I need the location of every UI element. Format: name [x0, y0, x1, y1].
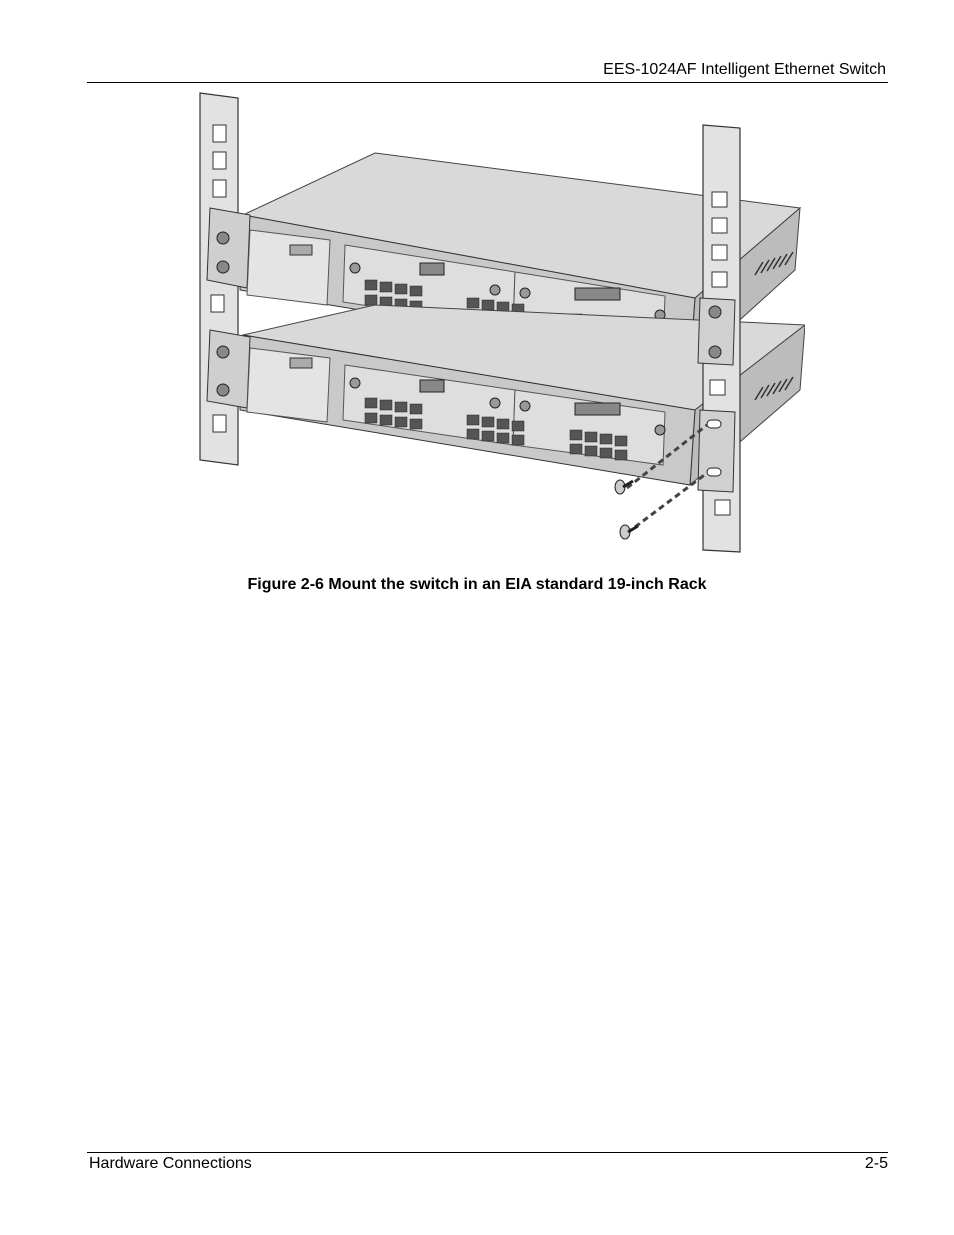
- rack-mount-illustration: [195, 90, 805, 555]
- figure-caption: Figure 2-6 Mount the switch in an EIA standard 19-inch Rack: [247, 576, 707, 593]
- page-number: 2-5: [864, 1155, 888, 1172]
- lower-screw-icon: [620, 525, 638, 539]
- section-name: Hardware Connections: [89, 1155, 252, 1172]
- right-rack-rail: [698, 125, 740, 552]
- page-header: [87, 60, 888, 83]
- page-footer: [87, 1152, 888, 1177]
- document-title: EES-1024AF Intelligent Ethernet Switch: [603, 61, 886, 78]
